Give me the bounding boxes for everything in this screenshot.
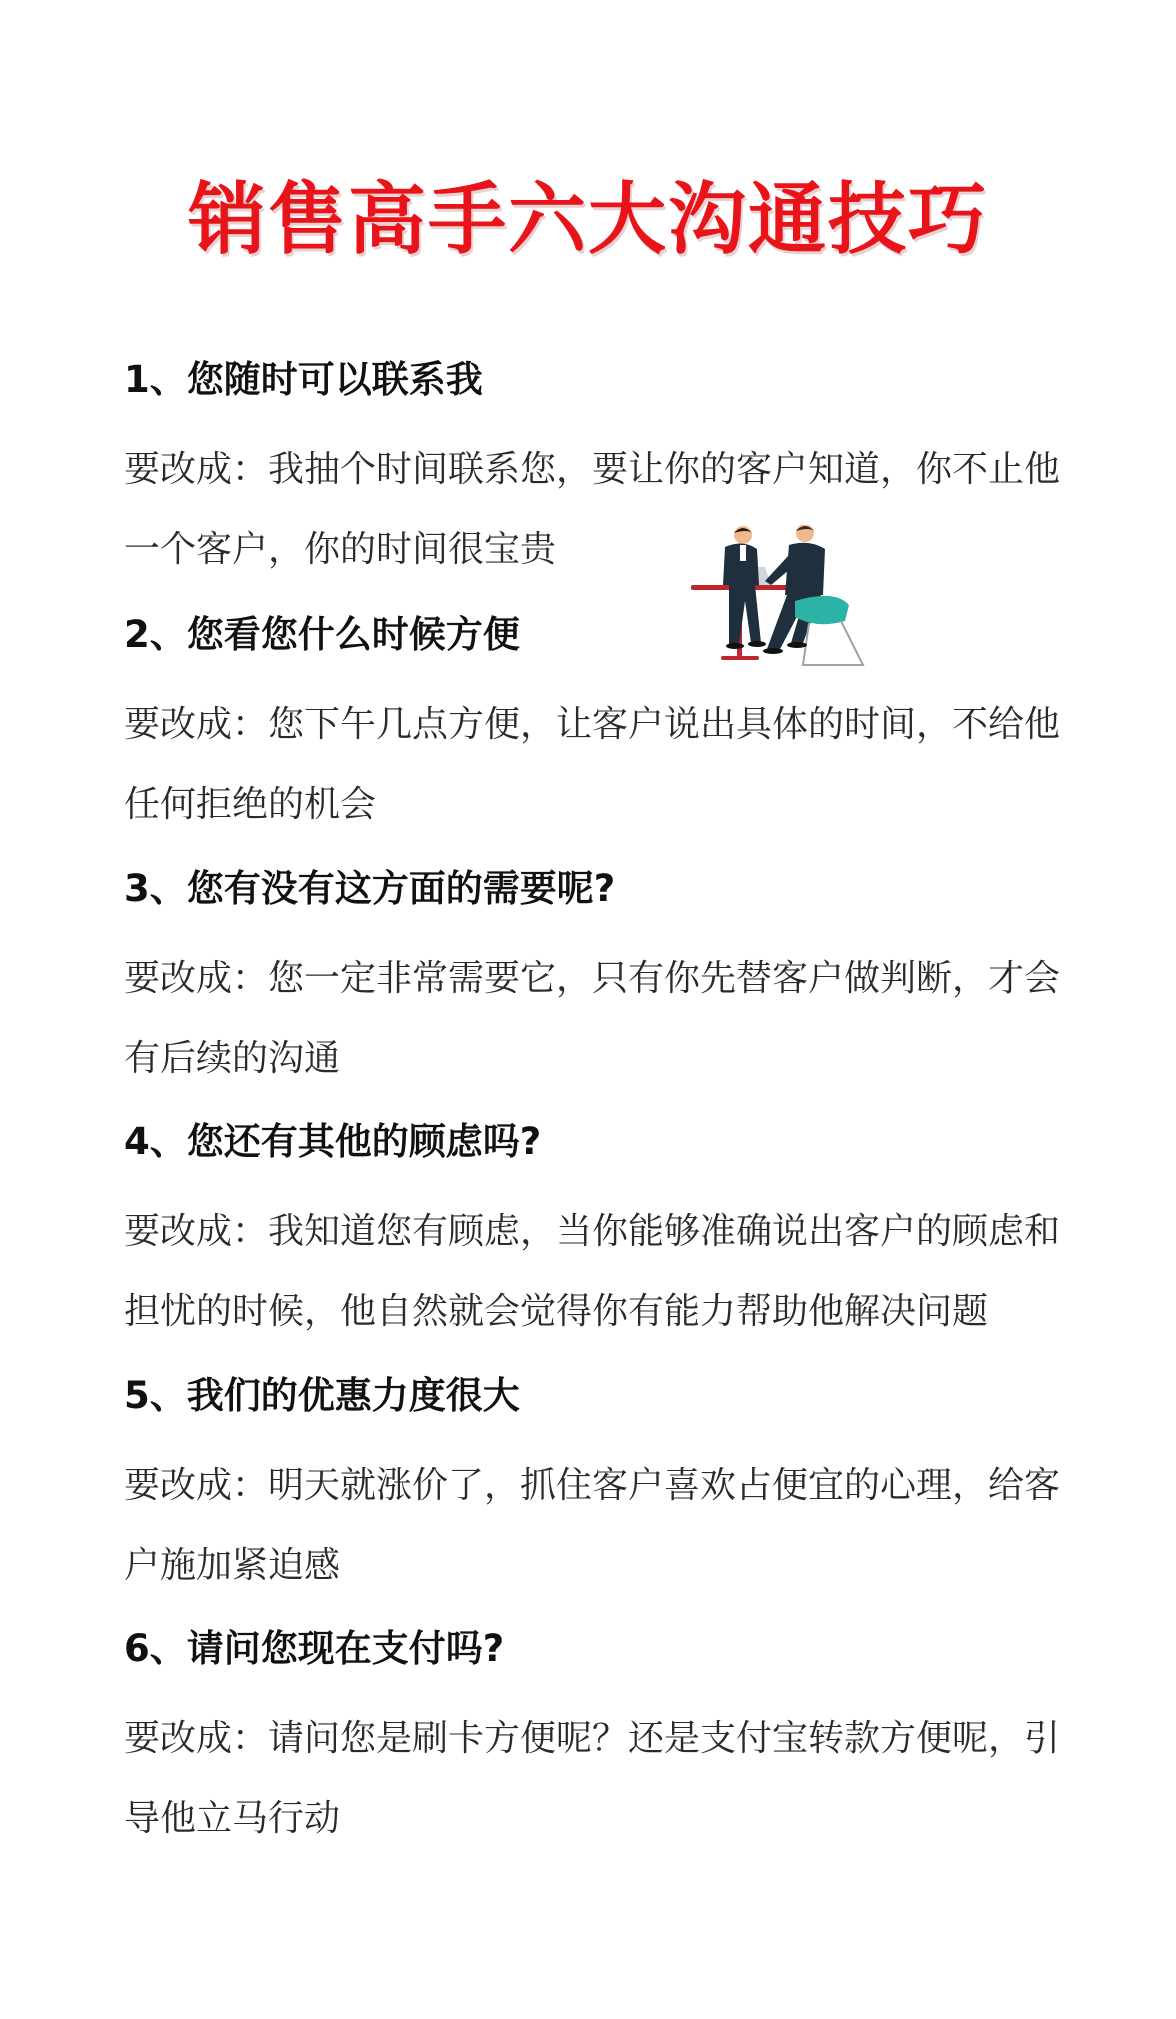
tip-section-3 <box>124 861 1084 1099</box>
shoe <box>726 643 744 649</box>
tip-section-2 <box>124 607 1084 845</box>
tip-section-4 <box>124 1114 1084 1352</box>
tip-heading: 5、我们的优惠力度很大 <box>124 1374 520 1417</box>
tip-heading: 4、您还有其他的顾虑吗? <box>124 1120 542 1163</box>
page-title: 销售高手六大沟通技巧 <box>187 175 988 265</box>
business-meeting-illustration <box>685 525 885 675</box>
tip-heading: 3、您有没有这方面的需要呢? <box>124 867 616 910</box>
shoe <box>748 641 766 647</box>
tip-body: 要改成：明天就涨价了，抓住客户喜欢占便宜的心理，给客户施加紧迫感 <box>124 1465 1061 1586</box>
shoe <box>763 648 783 654</box>
table-base <box>721 656 759 660</box>
tip-body: 要改成：我知道您有顾虑，当你能够准确说出客户的顾虑和担忧的时候，他自然就会觉得你有能力帮助他解决问题 <box>124 1211 1061 1332</box>
chair-frame <box>803 621 863 665</box>
tip-body: 要改成：您下午几点方便，让客户说出具体的时间，不给他任何拒绝的机会 <box>124 704 1061 825</box>
tip-section-6 <box>124 1621 1084 1859</box>
person-left-legs <box>729 585 761 645</box>
tip-body: 要改成：您一定非常需要它，只有你先替客户做判断，才会有后续的沟通 <box>124 958 1061 1079</box>
tip-heading: 6、请问您现在支付吗? <box>124 1627 505 1670</box>
tip-body: 要改成：请问您是刷卡方便呢？还是支付宝转款方便呢，引导他立马行动 <box>124 1718 1061 1839</box>
shoe <box>787 642 807 648</box>
tip-heading: 1、您随时可以联系我 <box>124 358 483 401</box>
person-right-body <box>785 543 825 595</box>
chair-seat <box>795 596 849 624</box>
tip-heading: 2、您看您什么时候方便 <box>124 613 520 656</box>
person-left-shirt <box>740 545 746 561</box>
tip-body: 要改成：我抽个时间联系您，要让你的客户知道，你不止他一个客户，你的时间很宝贵 <box>124 449 1061 570</box>
tip-section-5 <box>124 1368 1084 1606</box>
tip-section-1 <box>124 352 1084 590</box>
